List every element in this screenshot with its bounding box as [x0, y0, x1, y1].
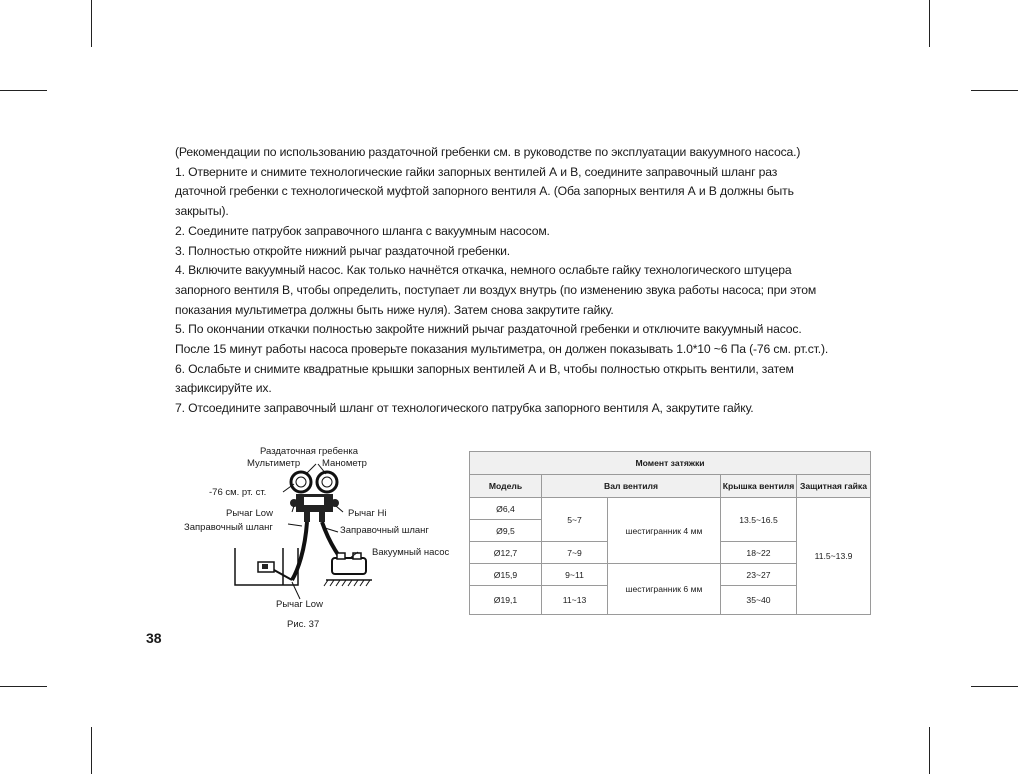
multimeter-label: Мультиметр — [247, 458, 301, 469]
hex-size-cell: шестигранник 6 мм — [608, 564, 721, 615]
paragraph-line: (Рекомендации по использованию раздаточной гребенки см. в руководстве по эксплуатации вакуумного насоса.) — [175, 145, 801, 159]
cap-torque-cell: 23~27 — [721, 564, 797, 586]
paragraph-line: 5. По окончании откачки полностью закройте нижний рычаг раздаточной гребенки и отключите вакуумный насос. — [175, 322, 802, 337]
paragraph-line: запорного вентиля В, чтобы определить, поступает ли воздух внутрь (по изменению звука работы насоса; при этом — [175, 282, 817, 297]
page-number: 38 — [146, 630, 162, 646]
model-cell: Ø9,5 — [470, 520, 542, 542]
model-cell: Ø19,1 — [470, 586, 542, 615]
manometer-label: Манометр — [322, 458, 367, 469]
crop-mark — [971, 90, 1018, 91]
instructions-text — [175, 143, 875, 419]
paragraph-line: 1. Отверните и снимите технологические гайки запорных вентилей А и В, соедините заправочный шланг раз — [175, 164, 778, 179]
charging-hose-right-label: Заправочный шланг — [340, 525, 429, 536]
multimeter-gauge — [291, 472, 311, 492]
paragraph-line: 6. Ослабьте и снимите квадратные крышки запорных вентилей А и В, чтобы полностью открыть вентили, затем — [175, 361, 794, 376]
paragraph-line: закрыты). — [175, 204, 229, 219]
model-cell: Ø12,7 — [470, 542, 542, 564]
paragraph-line: 3. Полностью откройте нижний рычаг раздаточной гребенки. — [175, 243, 511, 258]
paragraph-line: 2. Соедините патрубок заправочного шланга с вакуумным насосом. — [175, 223, 550, 238]
paragraph-line: После 15 минут работы насоса проверьте показания мультиметра, он должен показывать 1.0*10 ~6 Па (-76 см. рт.ст.). — [175, 342, 829, 357]
nut-torque-cell: 11.5~13.9 — [797, 498, 871, 615]
table-title: Момент затяжки — [470, 452, 871, 475]
crop-mark — [91, 0, 92, 47]
table-header-row — [470, 475, 871, 498]
table-row — [470, 498, 871, 520]
column-header: Защитная гайка — [797, 475, 871, 498]
lever-low-bottom-label: Рычаг Low — [276, 599, 323, 610]
vacuum-pump-label: Вакуумный насос — [372, 547, 450, 558]
shaft-torque-cell: 5~7 — [542, 498, 608, 542]
charging-hose-left-label: Заправочный шланг — [184, 522, 273, 533]
manometer-gauge — [317, 472, 337, 492]
crop-mark — [929, 0, 930, 47]
paragraph-line: показания мультиметра должны быть ниже нуля). Затем снова закрутите гайку. — [175, 302, 614, 317]
charging-hose-left — [292, 522, 307, 580]
hex-size-cell: шестигранник 4 мм — [608, 498, 721, 564]
vacuum-pump — [332, 558, 366, 574]
lever-low-label: Рычаг Low — [226, 508, 273, 519]
figure-caption: Рис. 37 — [287, 619, 320, 630]
column-header: Вал вентиля — [542, 475, 721, 498]
crop-mark — [0, 90, 47, 91]
lever-hi-label: Рычаг Hi — [348, 508, 387, 519]
cap-torque-cell: 35~40 — [721, 586, 797, 615]
table-title-row — [470, 452, 871, 475]
column-header: Крышка вентиля — [721, 475, 797, 498]
paragraph-line: даточной гребенки с технологической муфтой запорного вентиля А. (Оба запорных вентиля А и В должны быть — [175, 184, 794, 199]
vacuum-reading-label: -76 см. рт. ст. — [209, 487, 267, 498]
crop-mark — [929, 727, 930, 774]
shaft-torque-cell: 11~13 — [542, 586, 608, 615]
model-cell: Ø15,9 — [470, 564, 542, 586]
torque-table — [469, 451, 871, 615]
paragraph-line: зафиксируйте их. — [175, 381, 272, 396]
manifold-label: Раздаточная гребенка — [260, 446, 358, 457]
cap-torque-cell: 13.5~16.5 — [721, 498, 797, 542]
crop-mark — [91, 727, 92, 774]
figure-manifold-diagram — [180, 440, 465, 635]
column-header: Модель — [470, 475, 542, 498]
paragraph-line: 7. Отсоедините заправочный шланг от технологического патрубка запорного вентиля А, закрутите гайку. — [175, 401, 754, 416]
cap-torque-cell: 18~22 — [721, 542, 797, 564]
paragraph-line: 4. Включите вакуумный насос. Как только начнётся откачка, немного ослабьте гайку технологического штуцера — [175, 263, 792, 278]
crop-mark — [0, 686, 47, 687]
shaft-torque-cell: 9~11 — [542, 564, 608, 586]
crop-mark — [971, 686, 1018, 687]
shaft-torque-cell: 7~9 — [542, 542, 608, 564]
model-cell: Ø6,4 — [470, 498, 542, 520]
